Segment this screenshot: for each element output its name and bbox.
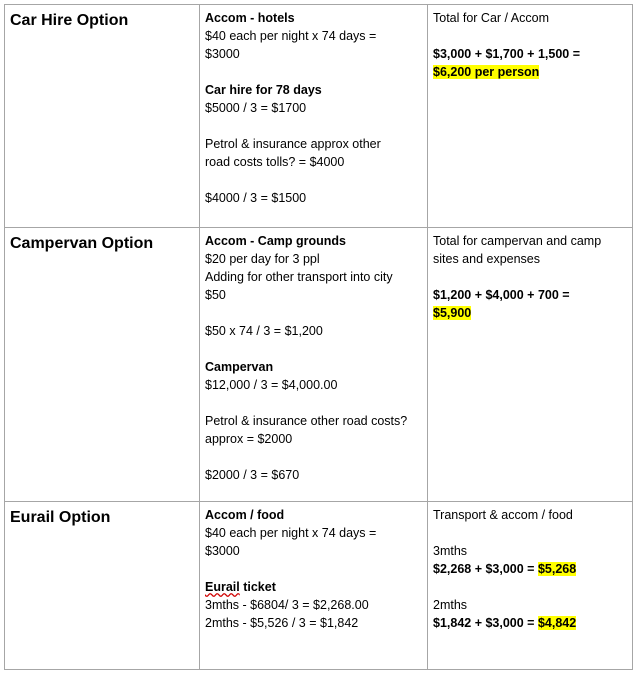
ticket-line: 3mths - $6804/ 3 = $2,268.00 (205, 598, 369, 612)
accom-line: $3000 (205, 47, 240, 61)
accom-calc: $50 x 74 / 3 = $1,200 (205, 324, 323, 338)
petrol-line: Petrol & insurance other road costs? (205, 414, 408, 428)
total-result: $5,900 (433, 306, 472, 320)
campervan-line: $12,000 / 3 = $4,000.00 (205, 378, 338, 392)
ticket-line: 2mths - $5,526 / 3 = $1,842 (205, 616, 359, 630)
total-label: sites and expenses (433, 252, 541, 266)
option-title: Eurail Option (10, 509, 111, 526)
car-hire-heading: Car hire for 78 days (205, 83, 322, 97)
petrol-split: $4000 / 3 = $1500 (205, 191, 307, 205)
accom-heading: Accom - Camp grounds (205, 234, 346, 248)
ticket-heading-rest: ticket (239, 580, 276, 594)
campervan-heading: Campervan (205, 360, 274, 374)
accom-line: $3000 (205, 544, 240, 558)
total-result: $4,842 (537, 616, 577, 630)
total-sum: $3,000 + $1,700 + 1,500 = (433, 47, 581, 61)
option-title-cell (5, 502, 200, 670)
option-title-cell (5, 228, 200, 502)
petrol-line: approx = $2000 (205, 432, 293, 446)
cost-comparison-table (4, 4, 633, 670)
petrol-line: road costs tolls? = $4000 (205, 155, 345, 169)
ticket-heading (205, 578, 421, 596)
total-label: Total for campervan and camp (433, 234, 602, 248)
option-details-cell (200, 5, 428, 228)
table-row (5, 228, 633, 502)
accom-line: $50 (205, 288, 226, 302)
car-hire-line: $5000 / 3 = $1700 (205, 101, 307, 115)
accom-line: $40 each per night x 74 days = (205, 526, 377, 540)
table-row (5, 5, 633, 228)
table-row (5, 502, 633, 670)
spellcheck-word: Eurail (205, 580, 240, 594)
total-sum: $1,200 + $4,000 + 700 = (433, 288, 570, 302)
option-title: Car Hire Option (10, 12, 129, 29)
total-result: $6,200 per person (433, 65, 540, 79)
option-title: Campervan Option (10, 235, 154, 252)
period-label: 3mths (433, 544, 468, 558)
petrol-split: $2000 / 3 = $670 (205, 468, 300, 482)
petrol-line: Petrol & insurance approx other (205, 137, 381, 151)
total-result: $5,268 (537, 562, 577, 576)
accom-heading: Accom - hotels (205, 11, 295, 25)
accom-line: Adding for other transport into city (205, 270, 393, 284)
option-total-cell (428, 5, 633, 228)
option-details-cell (200, 228, 428, 502)
option-details-cell (200, 502, 428, 670)
option-title-cell (5, 5, 200, 228)
accom-line: $40 each per night x 74 days = (205, 29, 377, 43)
total-sum-line (433, 560, 626, 578)
total-sum: $2,268 + $3,000 = (433, 562, 538, 576)
accom-heading: Accom / food (205, 508, 285, 522)
option-total-cell (428, 228, 633, 502)
total-sum: $1,842 + $3,000 = (433, 616, 538, 630)
total-label: Total for Car / Accom (433, 11, 550, 25)
total-sum-line (433, 614, 626, 632)
accom-line: $20 per day for 3 ppl (205, 252, 320, 266)
option-total-cell (428, 502, 633, 670)
period-label: 2mths (433, 598, 468, 612)
total-label: Transport & accom / food (433, 508, 573, 522)
